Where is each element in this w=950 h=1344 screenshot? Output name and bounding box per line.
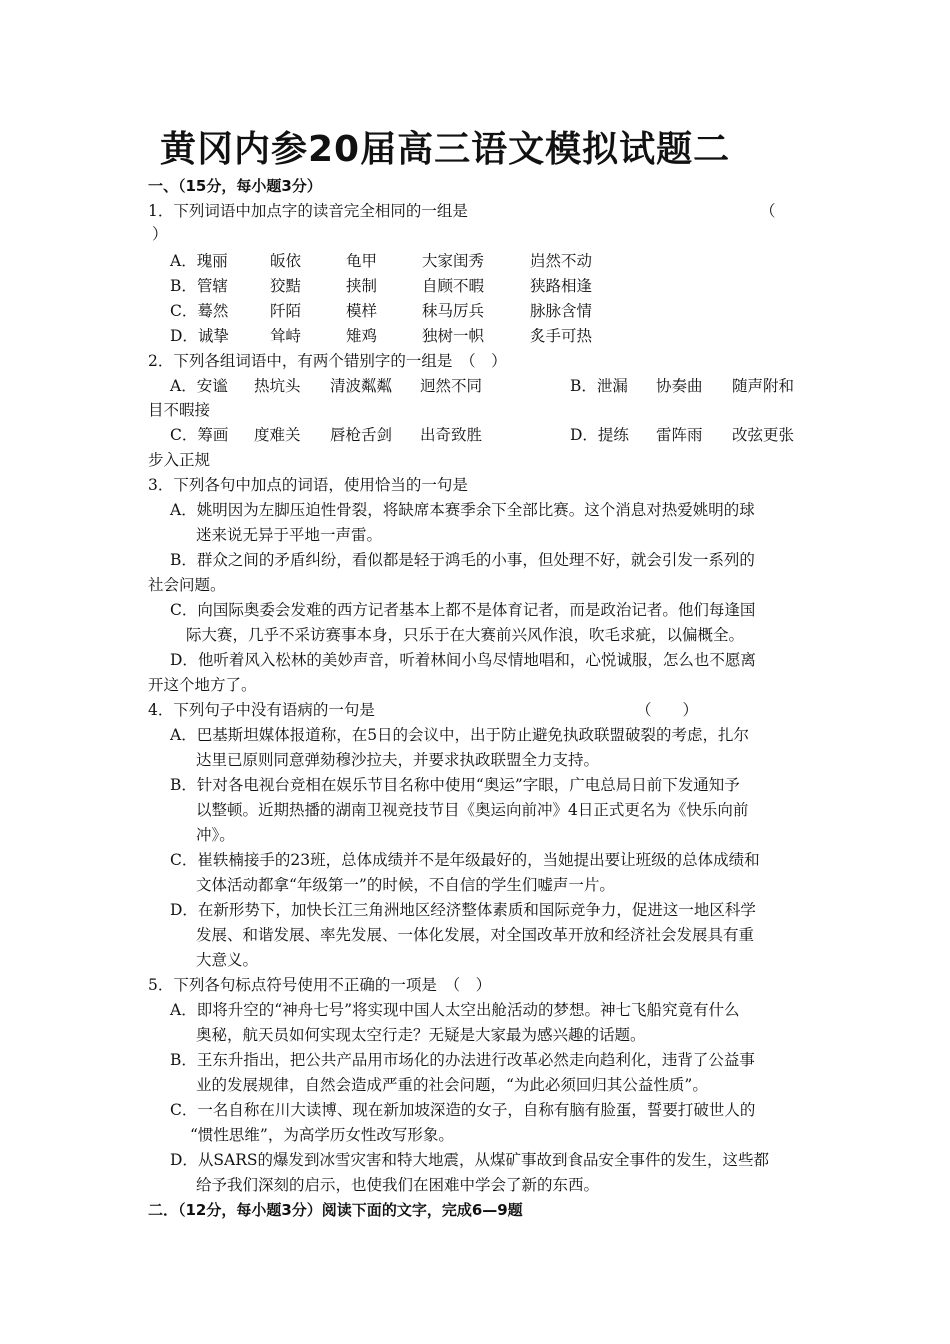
q4-option-c-line-1: C．崔轶楠接手的23班，总体成绩并不是年级最好的，当她提出要让班级的总体成绩和 xyxy=(170,851,760,869)
section-one-heading: 一、（15分，每小题3分） xyxy=(148,177,322,195)
q2-row1-word-4: 迥然不同 xyxy=(420,377,483,395)
q2-row2-wrap: 步入正规 xyxy=(148,451,211,469)
q1-option-d-word-3: 雉鸡 xyxy=(346,327,378,345)
q3-option-b-line-1: B．群众之间的矛盾纠纷，看似都是轻于鸿毛的小事，但处理不好，就会引发一系列的 xyxy=(170,551,755,569)
q2-row2-word-6: 雷阵雨 xyxy=(656,426,703,444)
q2-row1-word-1: A．安谧 xyxy=(170,377,228,395)
q2-row2-word-7: 改弦更张 xyxy=(732,426,795,444)
question-4-paren: （ ） xyxy=(636,701,699,719)
q2-row1-word-5: B．泄漏 xyxy=(570,377,628,395)
q1-option-c-word-1: C．蓦然 xyxy=(170,302,229,320)
q2-row2-word-4: 出奇致胜 xyxy=(420,426,483,444)
q5-option-c-line-1: C．一名自称在川大读博、现在新加坡深造的女子，自称有脑有脸蛋，誓要打破世人的 xyxy=(170,1101,756,1119)
q5-option-d-line-1: D．从SARS的爆发到冰雪灾害和特大地震，从煤矿事故到食品安全事件的发生，这些都 xyxy=(170,1151,770,1169)
q1-option-d-word-1: D．诚挚 xyxy=(170,327,229,345)
q1-option-b-word-1: B．管辖 xyxy=(170,277,228,295)
q3-option-a-line-1: A．姚明因为左脚压迫性骨裂，将缺席本赛季余下全部比赛。这个消息对热爱姚明的球 xyxy=(170,501,755,519)
question-1-paren-close: ） xyxy=(152,225,168,243)
question-1-paren-open: （ xyxy=(760,202,776,220)
question-1-stem: 1．下列词语中加点字的读音完全相同的一组是 xyxy=(148,202,468,220)
q2-row2-word-1: C．筹画 xyxy=(170,426,229,444)
section-two-heading: 二．（12分，每小题3分）阅读下面的文字，完成6—9题 xyxy=(148,1201,523,1219)
q4-option-b-line-2: 以整顿。近期热播的湖南卫视竞技节目《奥运向前冲》4日正式更名为《快乐向前 xyxy=(196,801,749,819)
q4-option-d-line-2: 发展、和谐发展、率先发展、一体化发展，对全国改革开放和经济社会发展具有重 xyxy=(196,926,755,944)
q2-row2-word-2: 度难关 xyxy=(254,426,301,444)
q1-option-c-word-3: 模样 xyxy=(346,302,378,320)
q1-option-b-word-5: 狭路相逢 xyxy=(530,277,593,295)
q2-row2-word-3: 唇枪舌剑 xyxy=(330,426,393,444)
q1-option-d-word-2: 耸峙 xyxy=(270,327,302,345)
q4-option-b-line-3: 冲》。 xyxy=(196,826,235,844)
q5-option-c-line-2: “惯性思维”，为高学历女性改写形象。 xyxy=(190,1126,454,1144)
q4-option-a-line-1: A．巴基斯坦媒体报道称，在5日的会议中，出于防止避免执政联盟破裂的考虑，扎尔 xyxy=(170,726,750,744)
q2-row1-word-7: 随声附和 xyxy=(732,377,795,395)
q1-option-b-word-2: 狡黠 xyxy=(270,277,302,295)
q5-option-b-line-2: 业的发展规律，自然会造成严重的社会问题，“为此必须回归其公益性质”。 xyxy=(196,1076,708,1094)
q4-option-c-line-2: 文体活动都拿“年级第一”的时候，不自信的学生们嘘声一片。 xyxy=(196,876,615,894)
q1-option-a-word-2: 皈依 xyxy=(270,252,302,270)
q5-option-b-line-1: B．王东升指出，把公共产品用市场化的办法进行改革必然走向趋利化，违背了公益事 xyxy=(170,1051,755,1069)
q2-row1-word-6: 协奏曲 xyxy=(656,377,703,395)
q2-row2-word-5: D．提练 xyxy=(570,426,629,444)
q2-row1-wrap: 目不暇接 xyxy=(148,401,211,419)
q3-option-c-line-1: C．向国际奥委会发难的西方记者基本上都不是体育记者，而是政治记者。他们每逢国 xyxy=(170,601,756,619)
q1-option-c-word-2: 阡陌 xyxy=(270,302,302,320)
q1-option-b-word-4: 自顾不暇 xyxy=(422,277,485,295)
question-5-stem: 5．下列各句标点符号使用不正确的一项是 （ ） xyxy=(148,976,492,994)
q3-option-a-line-2: 迷来说无异于平地一声雷。 xyxy=(196,526,383,544)
q5-option-d-line-2: 给予我们深刻的启示，也使我们在困难中学会了新的东西。 xyxy=(196,1176,600,1194)
q2-row1-word-2: 热坑头 xyxy=(254,377,301,395)
q4-option-d-line-1: D．在新形势下，加快长江三角洲地区经济整体素质和国际竞争力，促进这一地区科学 xyxy=(170,901,756,919)
question-2-stem: 2．下列各组词语中，有两个错别字的一组是 （ ） xyxy=(148,352,507,370)
q1-option-a-word-1: A．瑰丽 xyxy=(170,252,228,270)
q2-row1-word-3: 清波粼粼 xyxy=(330,377,393,395)
q5-option-a-line-2: 奥秘，航天员如何实现太空行走？无疑是大家最为感兴趣的话题。 xyxy=(196,1026,646,1044)
q3-option-d-line-2: 开这个地方了。 xyxy=(148,676,257,694)
q1-option-c-word-4: 秣马厉兵 xyxy=(422,302,485,320)
q3-option-d-line-1: D．他听着风入松林的美妙声音，听着林间小鸟尽情地唱和，心悦诚服，怎么也不愿离 xyxy=(170,651,756,669)
q1-option-b-word-3: 挟制 xyxy=(346,277,378,295)
q5-option-a-line-1: A．即将升空的“神舟七号”将实现中国人太空出舱活动的梦想。神七飞船究竟有什么 xyxy=(170,1001,740,1019)
q1-option-a-word-5: 岿然不动 xyxy=(530,252,593,270)
q1-option-d-word-4: 独树一帜 xyxy=(422,327,485,345)
q1-option-a-word-3: 龟甲 xyxy=(346,252,378,270)
q1-option-c-word-5: 脉脉含情 xyxy=(530,302,593,320)
question-3-stem: 3．下列各句中加点的词语，使用恰当的一句是 xyxy=(148,476,468,494)
q3-option-b-line-2: 社会问题。 xyxy=(148,576,226,594)
q1-option-a-word-4: 大家闺秀 xyxy=(422,252,485,270)
page-title: 黄冈内参20届高三语文模拟试题二 xyxy=(160,129,731,170)
q4-option-d-line-3: 大意义。 xyxy=(196,951,259,969)
q4-option-b-line-1: B．针对各电视台竞相在娱乐节目名称中使用“奥运”字眼，广电总局日前下发通知予 xyxy=(170,776,740,794)
question-4-stem: 4．下列句子中没有语病的一句是 xyxy=(148,701,375,719)
q1-option-d-word-5: 炙手可热 xyxy=(530,327,593,345)
q4-option-a-line-2: 达里已原则同意弹劾穆沙拉夫，并要求执政联盟全力支持。 xyxy=(196,751,600,769)
q3-option-c-line-2: 际大赛，几乎不采访赛事本身，只乐于在大赛前兴风作浪，吹毛求疵，以偏概全。 xyxy=(186,626,745,644)
